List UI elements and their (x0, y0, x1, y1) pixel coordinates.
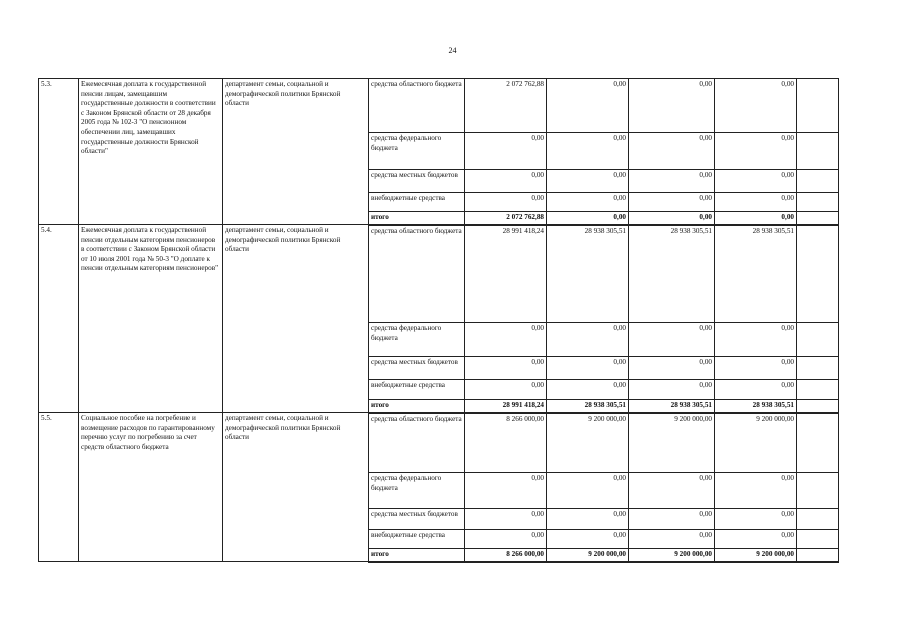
amount-cell: 0,00 (547, 212, 629, 225)
amount-cell: 0,00 (547, 193, 629, 212)
amount-cell: 0,00 (465, 170, 547, 193)
empty-cell (797, 323, 839, 357)
amount-cell: 0,00 (547, 473, 629, 509)
amount-cell: 0,00 (547, 380, 629, 400)
amount-cell: 9 200 000,00 (629, 413, 715, 473)
empty-cell (797, 133, 839, 170)
amount-cell: 0,00 (629, 323, 715, 357)
amount-cell: 8 266 000,00 (465, 549, 547, 562)
amount-cell: 0,00 (547, 323, 629, 357)
amount-cell: 28 991 418,24 (465, 400, 547, 413)
amount-cell: 0,00 (465, 323, 547, 357)
amount-cell: 28 938 305,51 (629, 225, 715, 323)
amount-cell: 0,00 (629, 193, 715, 212)
amount-cell: 0,00 (465, 473, 547, 509)
amount-cell: 0,00 (629, 473, 715, 509)
amount-cell: 0,00 (465, 380, 547, 400)
section-name: Ежемесячная доплата к государственной пенсии отдельным категориям пенсионеров в соответствии с Законом Брянской области от 10 июля 2001 года № 50-3 "О доплате к пенсии отдельным категориям пенсионеров" (79, 225, 223, 413)
amount-cell: 8 266 000,00 (465, 413, 547, 473)
empty-cell (797, 549, 839, 562)
amount-cell: 28 938 305,51 (715, 225, 797, 323)
amount-cell: 9 200 000,00 (547, 549, 629, 562)
amount-cell: 0,00 (547, 133, 629, 170)
table-row (39, 413, 839, 473)
amount-cell: 0,00 (629, 79, 715, 133)
funding-source: средства местных бюджетов (369, 170, 465, 193)
empty-cell (797, 413, 839, 473)
amount-cell: 0,00 (715, 530, 797, 549)
empty-cell (797, 400, 839, 413)
section-number: 5.4. (39, 225, 79, 413)
amount-cell: 0,00 (715, 473, 797, 509)
section-number: 5.3. (39, 79, 79, 225)
amount-cell: 0,00 (629, 212, 715, 225)
amount-cell: 0,00 (465, 193, 547, 212)
amount-cell: 9 200 000,00 (547, 413, 629, 473)
section-number: 5.5. (39, 413, 79, 562)
amount-cell: 0,00 (629, 357, 715, 380)
section-executor: департамент семьи, социальной и демографической политики Брянской области (223, 79, 369, 225)
empty-cell (797, 193, 839, 212)
amount-cell: 28 938 305,51 (547, 400, 629, 413)
amount-cell: 0,00 (715, 193, 797, 212)
amount-cell: 0,00 (715, 380, 797, 400)
amount-cell: 9 200 000,00 (715, 413, 797, 473)
funding-source: внебюджетные средства (369, 530, 465, 549)
empty-cell (797, 530, 839, 549)
amount-cell: 0,00 (547, 79, 629, 133)
section-executor: департамент семьи, социальной и демографической политики Брянской области (223, 413, 369, 562)
empty-cell (797, 225, 839, 323)
funding-source: итого (369, 549, 465, 562)
amount-cell: 0,00 (465, 530, 547, 549)
amount-cell: 0,00 (715, 357, 797, 380)
amount-cell: 0,00 (629, 133, 715, 170)
amount-cell: 28 938 305,51 (547, 225, 629, 323)
funding-source: средства федерального бюджета (369, 473, 465, 509)
empty-cell (797, 509, 839, 530)
amount-cell: 9 200 000,00 (629, 549, 715, 562)
funding-source: средства федерального бюджета (369, 133, 465, 170)
amount-cell: 28 938 305,51 (629, 400, 715, 413)
section-executor: департамент семьи, социальной и демографической политики Брянской области (223, 225, 369, 413)
funding-source: средства областного бюджета (369, 413, 465, 473)
funding-source: средства областного бюджета (369, 225, 465, 323)
section-name: Социальное пособие на погребение и возмещение расходов по гарантированному перечню услуг по погребению за счет средств областного бюджета (79, 413, 223, 562)
amount-cell: 2 072 762,88 (465, 212, 547, 225)
page-number: 24 (448, 46, 457, 55)
funding-source: средства местных бюджетов (369, 357, 465, 380)
table-row (39, 225, 839, 323)
amount-cell: 0,00 (547, 509, 629, 530)
amount-cell: 0,00 (715, 509, 797, 530)
amount-cell: 0,00 (715, 170, 797, 193)
amount-cell: 0,00 (547, 530, 629, 549)
amount-cell: 0,00 (547, 357, 629, 380)
amount-cell: 9 200 000,00 (715, 549, 797, 562)
empty-cell (797, 473, 839, 509)
amount-cell: 0,00 (465, 133, 547, 170)
amount-cell: 0,00 (715, 323, 797, 357)
amount-cell: 0,00 (629, 509, 715, 530)
amount-cell: 28 991 418,24 (465, 225, 547, 323)
section-name: Ежемесячная доплата к государственной пенсии лицам, замещавшим государственные должности в соответствии с Законом Брянской области от 28 декабря 2005 года № 102-3 "О пенсионном обеспечении лиц, замещавших государственные должности Брянской области" (79, 79, 223, 225)
funding-source: итого (369, 212, 465, 225)
empty-cell (797, 79, 839, 133)
empty-cell (797, 357, 839, 380)
funding-source: средства местных бюджетов (369, 509, 465, 530)
amount-cell: 28 938 305,51 (715, 400, 797, 413)
empty-cell (797, 380, 839, 400)
empty-cell (797, 170, 839, 193)
amount-cell: 0,00 (465, 509, 547, 530)
funding-source: средства федерального бюджета (369, 323, 465, 357)
amount-cell: 0,00 (715, 79, 797, 133)
amount-cell: 0,00 (629, 170, 715, 193)
empty-cell (797, 212, 839, 225)
funding-source: итого (369, 400, 465, 413)
amount-cell: 0,00 (629, 530, 715, 549)
funding-source: внебюджетные средства (369, 380, 465, 400)
funding-source: внебюджетные средства (369, 193, 465, 212)
amount-cell: 2 072 762,88 (465, 79, 547, 133)
amount-cell: 0,00 (715, 133, 797, 170)
amount-cell: 0,00 (465, 357, 547, 380)
amount-cell: 0,00 (547, 170, 629, 193)
funding-source: средства областного бюджета (369, 79, 465, 133)
amount-cell: 0,00 (715, 212, 797, 225)
budget-table (38, 78, 839, 563)
amount-cell: 0,00 (629, 380, 715, 400)
table-row (39, 79, 839, 133)
